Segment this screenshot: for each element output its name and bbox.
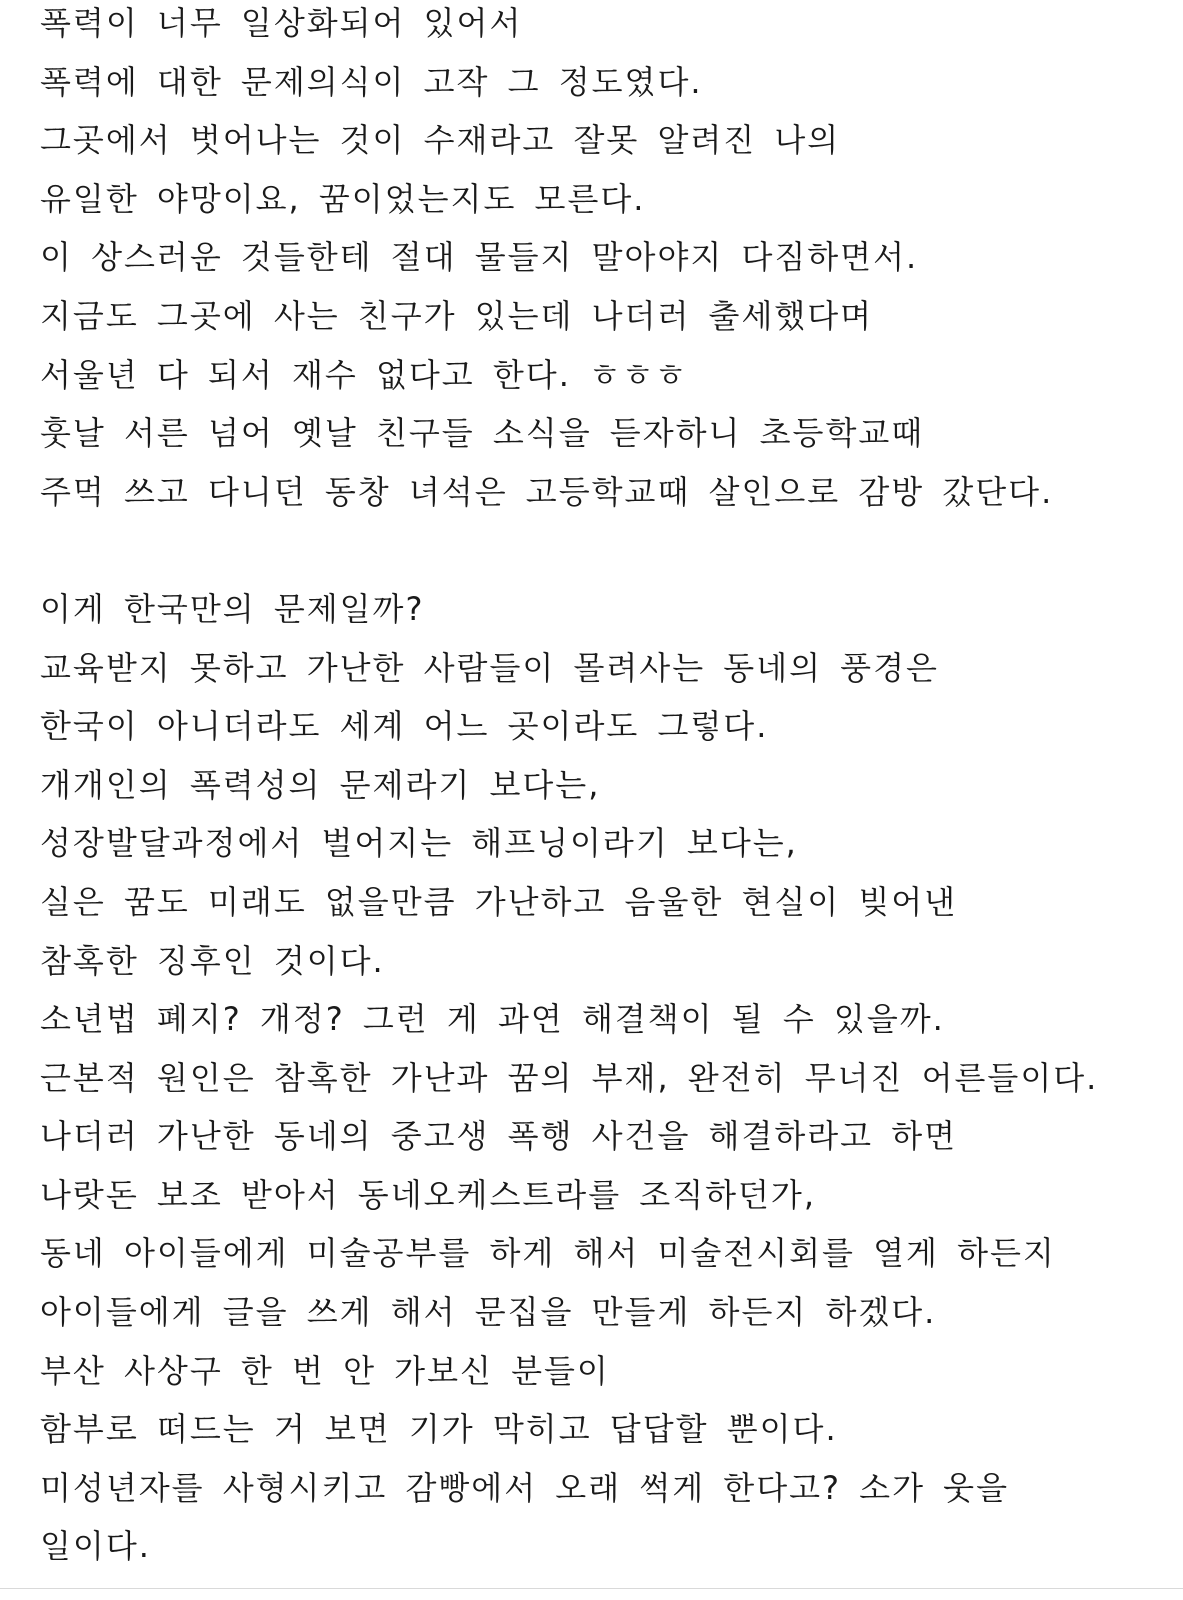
text-line: 미성년자를 사형시키고 감빵에서 오래 썩게 한다고? 소가 웃을 [40,1468,1009,1507]
text-line: 일이다. [40,1527,151,1566]
text-line: 근본적 원인은 참혹한 가난과 꿈의 부재, 완전히 무너진 어른들이다. [40,1058,1099,1097]
text-line: 소년법 폐지? 개정? 그런 게 과연 해결책이 될 수 있을까. [40,1000,945,1039]
text-line: 주먹 쓰고 다니던 동창 녀석은 고등학교때 살인으로 감방 갔단다. [40,472,1054,511]
text-line: 부산 사상구 한 번 안 가보신 분들이 [40,1351,610,1390]
text-line: 폭력에 대한 문제의식이 고작 그 정도였다. [40,62,703,101]
text-line: 나랏돈 보조 받아서 동네오케스트라를 조직하던가, [40,1175,817,1214]
bottom-divider [0,1588,1183,1589]
text-line: 훗날 서른 넘어 옛날 친구들 소식을 듣자하니 초등학교때 [40,414,925,453]
text-line: 개개인의 폭력성의 문제라기 보다는, [40,765,601,804]
text-line: 유일한 야망이요, 꿈이었는지도 모른다. [40,179,646,218]
text-line: 실은 꿈도 미래도 없을만큼 가난하고 음울한 현실이 빚어낸 [40,882,958,921]
text-line: 이 상스러운 것들한테 절대 물들지 말아야지 다짐하면서. [40,238,919,277]
text-line: 지금도 그곳에 사는 친구가 있는데 나더러 출세했다며 [40,296,874,335]
text-line: 한국이 아니더라도 세계 어느 곳이라도 그렇다. [40,707,769,746]
text-line: 서울년 다 되서 재수 없다고 한다. ㅎㅎㅎ [40,355,688,394]
paragraph-gap [40,527,1170,586]
text-line: 교육받지 못하고 가난한 사람들이 몰려사는 동네의 풍경은 [40,648,939,687]
text-line: 함부로 떠드는 거 보면 기가 막히고 답답할 뿐이다. [40,1410,838,1449]
essay-text [40,0,1170,1582]
text-line: 동네 아이들에게 미술공부를 하게 해서 미술전시회를 열게 하든지 [40,1234,1056,1273]
text-line: 성장발달과정에서 벌어지는 해프닝이라기 보다는, [40,824,798,863]
text-line: 나더러 가난한 동네의 중고생 폭행 사건을 해결하라고 하면 [40,1117,958,1156]
text-line: 폭력이 너무 일상화되어 있어서 [40,4,523,42]
text-line: 그곳에서 벗어나는 것이 수재라고 잘못 알려진 나의 [40,121,841,160]
text-line: 이게 한국만의 문제일까? [40,589,425,628]
text-line: 아이들에게 글을 쓰게 해서 문집을 만들게 하든지 하겠다. [40,1293,937,1332]
text-line: 참혹한 징후인 것이다. [40,941,385,980]
